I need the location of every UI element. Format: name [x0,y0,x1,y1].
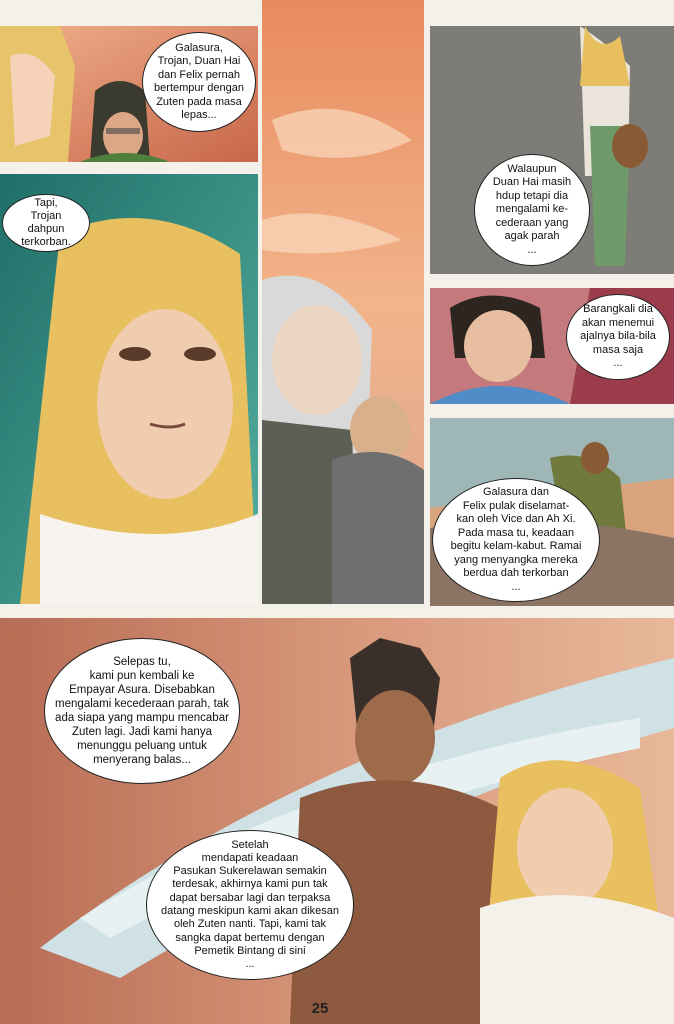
panel-4 [430,288,674,404]
panel-1 [0,26,258,162]
speech-bubble: Barangkali dia akan menemui ajalnya bila-bila masa saja ... [566,294,670,380]
speech-bubble: Tapi, Trojan dahpun terkorban. [2,194,90,252]
panel-5 [430,418,674,606]
page-number: 25 [311,1000,329,1017]
sky-art [262,0,424,604]
speech-bubble: Setelah mendapati keadaan Pasukan Sukerelawan semakin terdesak, akhirnya kami pun tak dapat bersabar lagi dan terpaksa datang meskipun kami akan dikesan oleh Zuten nanti. Tapi, kami tak sangka dapat bertemu dengan Pemetik Bintang di sini ... [146,830,354,980]
panel-6 [0,618,674,1024]
speech-bubble: Walaupun Duan Hai masih hdup tetapi dia mengalami ke- cederaan yang agak parah ... [474,154,590,266]
speech-bubble: Galasura, Trojan, Duan Hai dan Felix pernah bertempur dengan Zuten pada masa lepas... [142,32,256,132]
speech-bubble: Galasura dan Felix pulak diselamat- kan oleh Vice dan Ah Xi. Pada masa tu, keadaan begitu kelam-kabut. Ramai yang menyangka mereka berdua dah terkorban ... [432,478,600,602]
panel-sky-column [262,0,424,604]
panel-3 [430,26,674,274]
speech-bubble: Selepas tu, kami pun kembali ke Empayar Asura. Disebabkan mengalami kecederaan parah, tak ada siapa yang mampu mencabar Zuten lagi. Jadi kami hanya menunggu peluang untuk menyerang balas... [44,638,240,784]
panel-2 [0,174,258,604]
